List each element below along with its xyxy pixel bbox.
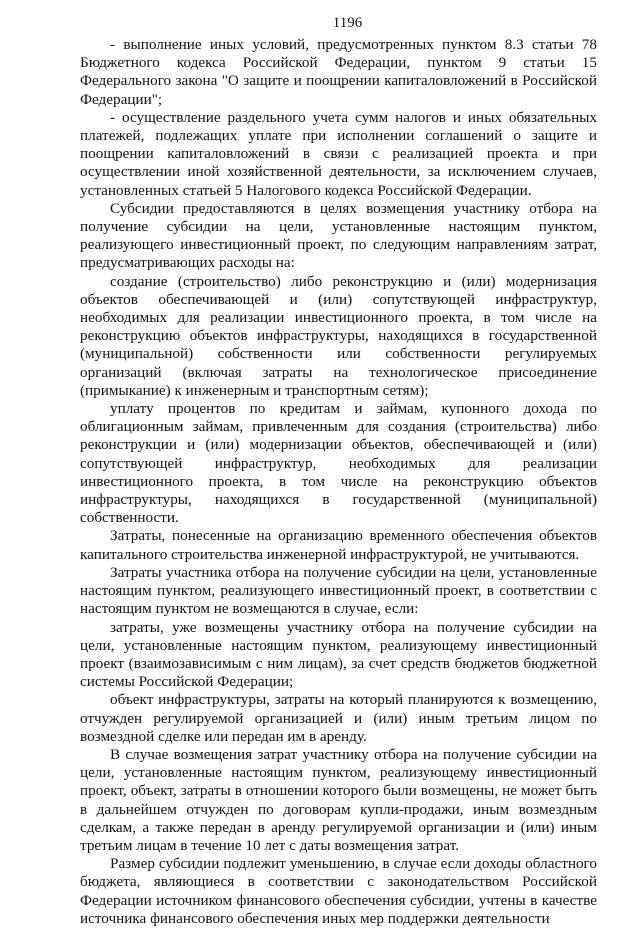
paragraph-subsidy-purpose: Субсидии предоставляются в целях возмещения участнику отбора на получение субсидии на цели, установленные настоящим пунктом, реализующего инвестиционный проект, по следующим направлениям затрат, предусматривающих расходы на:: [80, 199, 597, 272]
paragraph-alienation-restriction: В случае возмещения затрат участнику отбора на получение субсидии на цели, установленные настоящим пунктом, реализующему инвестиционный проект, объект, затраты в отношении которого были возмещены, не может быть в дальнейшем отчужден по договорам купли-продажи, иным возмездным сделкам, а также передан в аренду регулируемой организации и (или) иным третьим лицам в течение 10 лет с даты возмещения затрат.: [80, 745, 597, 854]
paragraph-condition-separate-accounting: - осуществление раздельного учета сумм налогов и иных обязательных платежей, подлежащих уплате при исполнении соглашений о защите и поощрении капиталовложений в связи с реализацией проекта и при осуществлении иной хозяйственной деятельности, за исключением случаев, установленных статьей 5 Налогового кодекса Российской Федерации.: [80, 108, 597, 199]
paragraph-case-already-reimbursed: затраты, уже возмещены участнику отбора на получение субсидии на цели, установленные настоящим пунктом, реализующему инвестиционный проект (взаимозависимым с ним лицам), за счет средств бюджетов бюджетной системы Российской Федерации;: [80, 618, 597, 691]
paragraph-non-reimbursement-cases: Затраты участника отбора на получение субсидии на цели, установленные настоящим пунктом, реализующего инвестиционный проект, в соответствии с настоящим пунктом не возмещаются в случае, если:: [80, 563, 597, 618]
paragraph-expense-interest: уплату процентов по кредитам и займам, купонного дохода по облигационным займам, привлеченным для создания (строительства) либо реконструкции и (или) модернизации объектов, обеспечивающей и (или) сопутствующей инфраструктур, необходимых для реализации инвестиционного проекта, в том числе на реконструкцию объектов инфраструктуры, находящихся в государственной (муниципальной) собственности.: [80, 400, 597, 527]
paragraph-subsidy-reduction: Размер субсидии подлежит уменьшению, в случае если доходы областного бюджета, являющиеся в соответствии с законодательством Российской Федерации источником финансового обеспечения субсидии, учтены в качестве источника финансового обеспечения иных мер поддержки деятельности: [80, 855, 597, 927]
paragraph-expense-construction: создание (строительство) либо реконструкцию и (или) модернизация объектов обеспечивающей и (или) сопутствующей инфраструктур, необходимых для реализации инвестиционного проекта, в том числе на реконструкцию объектов инфраструктуры, находящихся в государственной (муниципальной) собственности или собственности регулируемых организаций (включая затраты на технологическое присоединение (примыкание) к инженерным и транспортным сетям);: [80, 272, 597, 399]
paragraph-condition-budget-code: - выполнение иных условий, предусмотренных пунктом 8.3 статьи 78 Бюджетного кодекса Российской Федерации, пунктом 9 статьи 15 Федерального закона "О защите и поощрении капиталовложений в Российской Федерации";: [80, 36, 597, 108]
paragraph-case-alienated-object: объект инфраструктуры, затраты на который планируются к возмещению, отчужден регулируемой организацией и (или) иным третьим лицом по возмездной сделке или передан им в аренду.: [80, 691, 597, 745]
paragraph-temporary-costs-excluded: Затраты, понесенные на организацию временного обеспечения объектов капитального строительства инженерной инфраструктурой, не учитываются.: [80, 527, 597, 563]
document-page: [80, 14, 597, 928]
page-number: 1196: [332, 15, 363, 31]
